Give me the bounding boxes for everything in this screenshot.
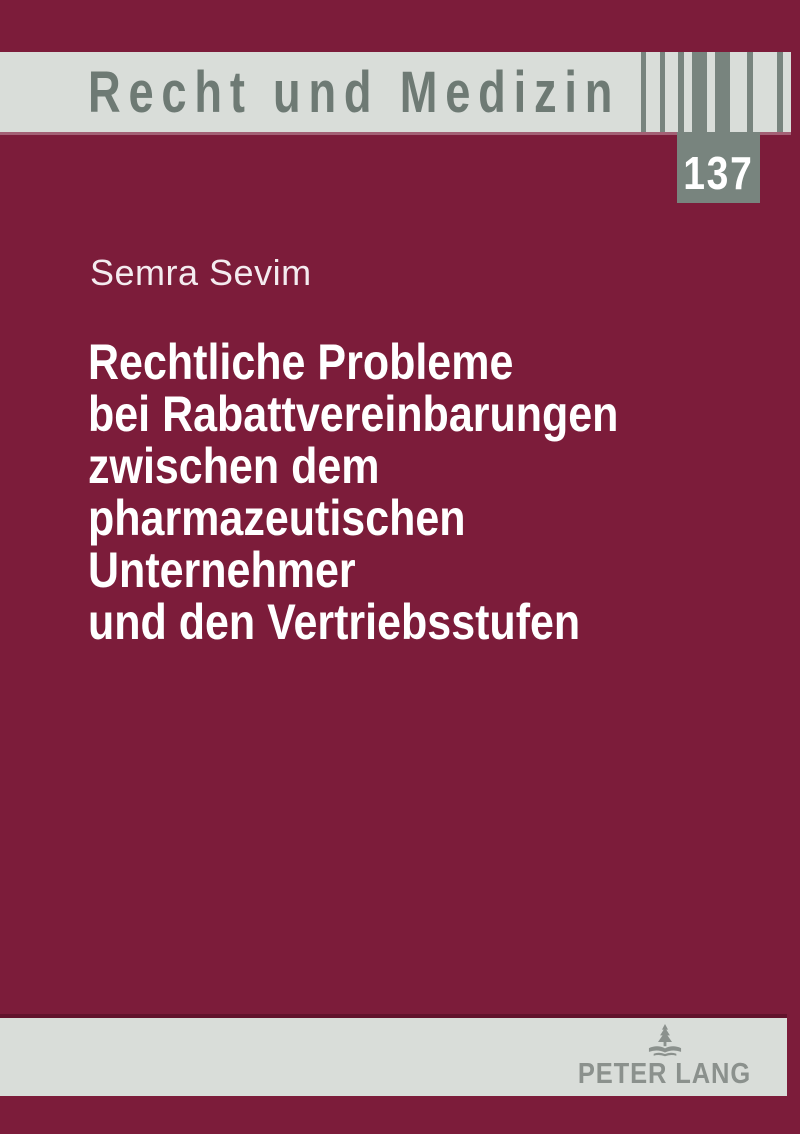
barcode-bar	[777, 52, 783, 132]
publisher-name: PETER LANG	[577, 1058, 752, 1090]
publisher-banner	[0, 1018, 787, 1096]
title-line: zwischen dem	[88, 438, 380, 494]
title-line: pharmazeutischen	[88, 490, 466, 546]
title-line: und den Vertriebsstufen	[88, 594, 581, 650]
series-title: Recht und Medizin	[88, 59, 621, 125]
tree-over-book-icon	[645, 1024, 685, 1058]
title-line: bei Rabattvereinbarungen	[88, 386, 619, 442]
title-line: Rechtliche Probleme	[88, 334, 514, 390]
volume-box	[677, 132, 760, 203]
barcode-bar	[747, 52, 753, 132]
barcode-bar	[715, 52, 730, 132]
barcode-bar	[692, 52, 707, 132]
series-banner	[0, 52, 791, 132]
barcode-bar	[678, 52, 684, 132]
barcode-bar	[641, 52, 646, 132]
volume-number: 137	[683, 147, 754, 199]
title-line: Unternehmer	[88, 542, 356, 598]
publisher-logo	[577, 1018, 752, 1096]
book-title	[88, 336, 618, 648]
barcode-bar	[660, 52, 665, 132]
author-name: Semra Sevim	[90, 252, 312, 293]
